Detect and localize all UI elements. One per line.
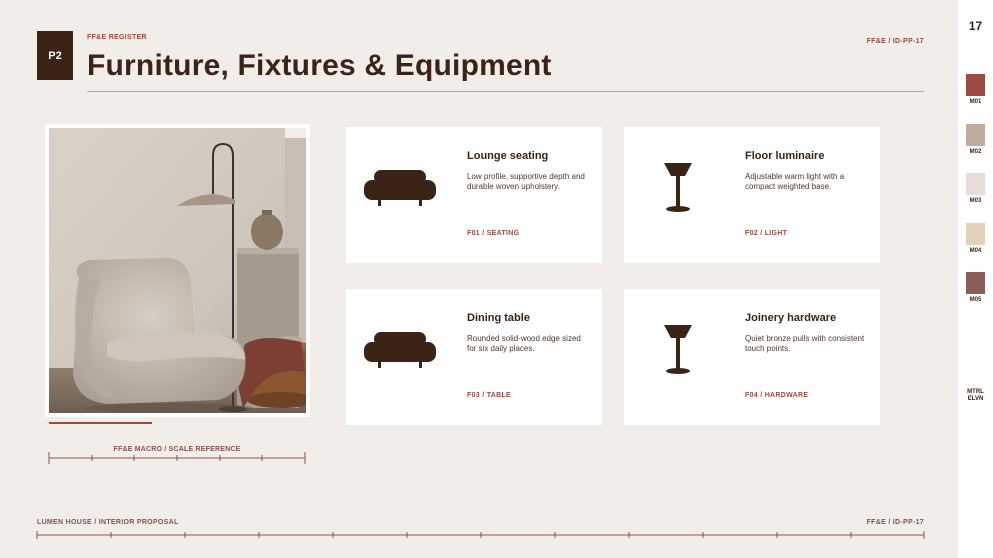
- card-joinery-hardware: [624, 289, 880, 425]
- card-description: Low profile, supportive depth and durable woven upholstery.: [467, 172, 585, 191]
- material-swatch-m04: [966, 223, 985, 245]
- card-title: Joinery hardware: [745, 312, 837, 324]
- page-title: Furniture, Fixtures & Equipment: [87, 49, 552, 82]
- material-swatch-label: M02: [969, 149, 982, 155]
- card-title: Floor luminaire: [745, 150, 825, 162]
- title-divider: [87, 91, 924, 92]
- card-dining-table: [346, 289, 602, 425]
- card-title: Lounge seating: [467, 150, 549, 162]
- sofa-icon: [364, 157, 436, 219]
- material-swatch-m05: [966, 272, 985, 294]
- hero-photo-frame: [45, 124, 310, 417]
- material-swatch-label: M01: [969, 99, 982, 105]
- hero-accent-bar: [49, 422, 152, 424]
- page-number: 17: [968, 19, 983, 33]
- card-lounge-seating: [346, 127, 602, 263]
- sofa-icon: [364, 319, 436, 381]
- card-title: Dining table: [467, 312, 530, 324]
- material-swatch-label: M04: [969, 248, 982, 254]
- hero-photo-lounge-chair: [49, 128, 306, 413]
- footer-ruler: [36, 530, 926, 542]
- card-code: F04 / HARDWARE: [745, 392, 809, 399]
- card-description: Rounded solid-wood edge sized for six daily places.: [467, 334, 581, 353]
- section-eyebrow: FF&E REGISTER: [87, 34, 147, 41]
- document-code: FF&E / ID-PP-17: [866, 38, 924, 45]
- card-code: F03 / TABLE: [467, 392, 512, 399]
- footer-project-label: LUMEN HOUSE / INTERIOR PROPOSAL: [37, 519, 179, 526]
- card-floor-luminaire: [624, 127, 880, 263]
- floor-lamp-icon: [642, 157, 714, 219]
- rail-note-line: ELVN: [967, 396, 984, 402]
- floor-lamp-icon: [642, 319, 714, 381]
- rail-note: [958, 389, 993, 403]
- footer-document-code: FF&E / ID-PP-17: [866, 519, 924, 526]
- card-description: Adjustable warm light with a compact weighted base.: [745, 172, 845, 191]
- material-swatch-label: M05: [969, 297, 982, 303]
- material-swatch-m03: [966, 173, 985, 195]
- material-swatch-m01: [966, 74, 985, 96]
- card-code: F02 / LIGHT: [745, 230, 788, 237]
- rail-note-line: MTRL: [967, 389, 984, 395]
- card-code: F01 / SEATING: [467, 230, 520, 237]
- section-badge: P2: [37, 31, 73, 80]
- scale-reference-ruler: [48, 451, 308, 465]
- card-description: Quiet bronze pulls with consistent touch points.: [745, 334, 865, 353]
- material-swatch-m02: [966, 124, 985, 146]
- material-swatch-label: M03: [969, 198, 982, 204]
- scale-reference-label: FF&E MACRO / SCALE REFERENCE: [113, 446, 241, 453]
